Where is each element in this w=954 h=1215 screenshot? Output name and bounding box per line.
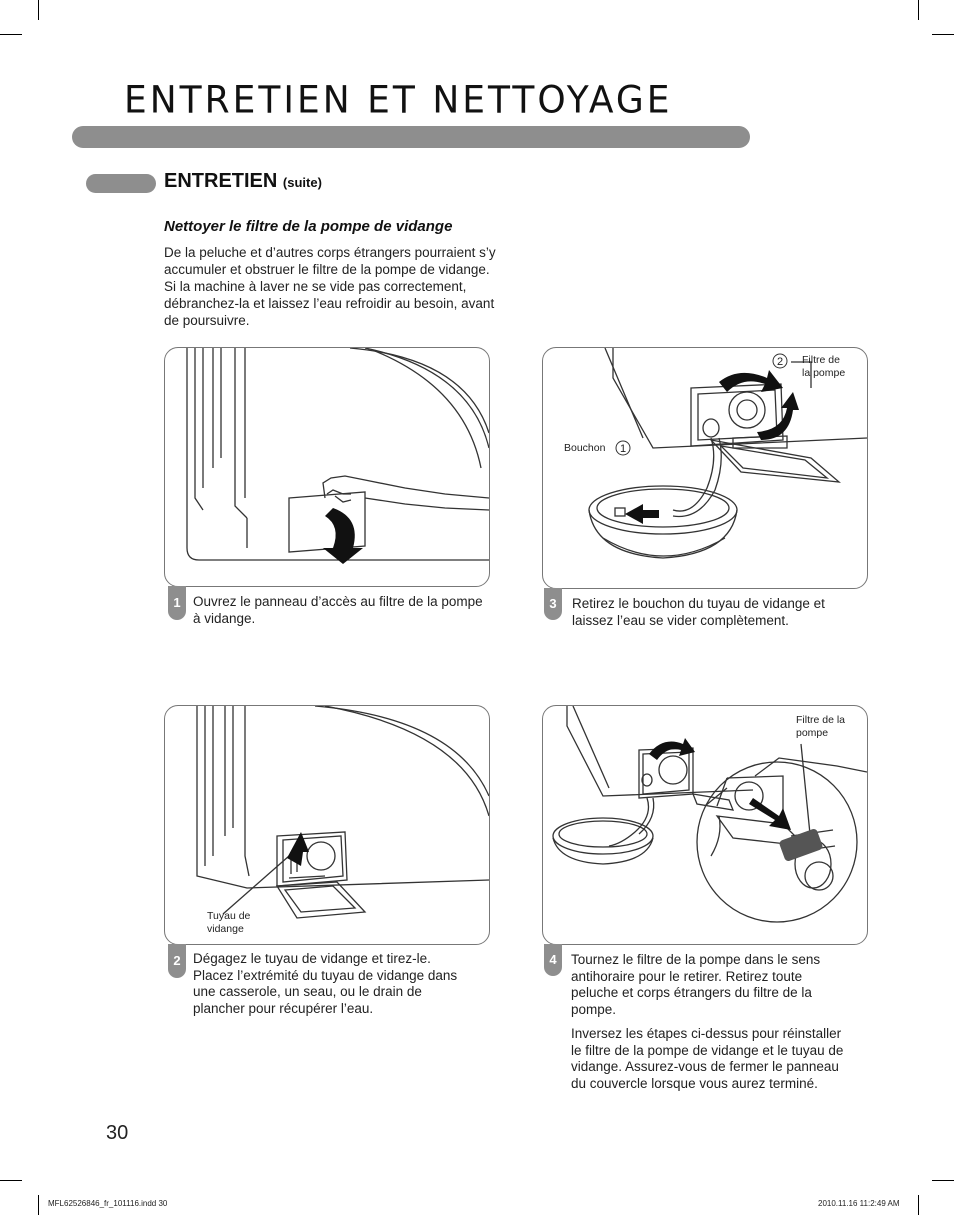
crop-mark <box>38 0 39 20</box>
callout-filtre-pompe: Filtre de la pompe <box>796 714 846 739</box>
pump-filter-removal-illustration <box>543 706 867 944</box>
step-1-illustration <box>164 347 490 587</box>
callout-bouchon: Bouchon <box>564 442 606 454</box>
crop-mark <box>932 1180 954 1181</box>
crop-mark <box>918 1195 919 1215</box>
crop-mark <box>38 1195 39 1215</box>
step-3-text <box>572 596 862 637</box>
step-number-badge: 3 <box>544 588 562 620</box>
step-3-paragraph: Retirez le bouchon du tuyau de vidange et laissez l’eau se vider complètement. <box>572 596 825 628</box>
footer-timestamp: 2010.11.16 11:2:49 AM <box>818 1199 900 1208</box>
page-title: ENTRETIEN ET NETTOYAGE <box>124 78 673 123</box>
callout-filtre-pompe: Filtre de la pompe <box>802 354 846 379</box>
step-3-illustration <box>542 347 868 589</box>
title-bar <box>72 126 750 148</box>
section-pill <box>86 174 156 193</box>
crop-mark <box>932 34 954 35</box>
section-heading-suffix: (suite) <box>282 175 322 190</box>
crop-mark <box>918 0 919 20</box>
intro-paragraph: De la peluche et d’autres corps étrangers pourraient s’y accumuler et obstruer le filtre de la pompe de vidange. Si la machine à laver ne se vide pas correctement, débranchez-la et laissez l’eau refroidir au besoin, avant de poursuivre. <box>164 245 496 328</box>
marker-1-label: 1 <box>619 443 627 455</box>
washer-front-access-panel-illustration <box>165 348 489 586</box>
section-heading <box>164 170 322 193</box>
callout-tuyau-vidange: Tuyau de vidange <box>207 910 251 935</box>
drain-hose-cap-illustration <box>543 348 867 588</box>
step-4-paragraph: Inversez les étapes ci-dessus pour réinstaller le filtre de la pompe de vidange et le tuyau de vidange. Assurez-vous de fermer le panneau du couvercle lorsque vous aurez terminé. <box>571 1026 844 1091</box>
rotate-down-arrow-icon <box>323 508 363 564</box>
section-heading-text: ENTRETIEN <box>164 170 278 192</box>
step-4-paragraph: Tournez le filtre de la pompe dans le sens antihoraire pour le retirer. Retirez toute peluche et corps étrangers du filtre de la pompe. <box>571 952 821 1017</box>
step-2-illustration <box>164 705 490 945</box>
marker-2-label: 2 <box>776 356 784 368</box>
step-number-badge: 2 <box>168 944 186 978</box>
step-2-paragraph: Dégagez le tuyau de vidange et tirez-le. Placez l’extrémité du tuyau de vidange dans une casserole, un seau, ou le drain de plancher pour récupérer l’eau. <box>193 951 458 1016</box>
footer-file: MFL62526846_fr_101116.indd 30 <box>48 1199 168 1208</box>
step-4-illustration <box>542 705 868 945</box>
step-number-badge: 4 <box>544 944 562 976</box>
page-number: 30 <box>106 1122 129 1144</box>
crop-mark <box>0 34 22 35</box>
lint-filter-icon <box>778 828 823 862</box>
crop-mark <box>0 1180 22 1181</box>
step-1-text <box>193 594 483 635</box>
drain-hose-release-illustration <box>165 706 489 944</box>
step-2-text <box>193 951 468 1025</box>
subheading: Nettoyer le filtre de la pompe de vidange <box>164 218 453 235</box>
step-1-paragraph: Ouvrez le panneau d’accès au filtre de la pompe à vidange. <box>193 594 483 626</box>
pull-up-arrow-icon <box>287 832 309 866</box>
step-number-badge: 1 <box>168 586 186 620</box>
step-4-text <box>571 952 851 1100</box>
